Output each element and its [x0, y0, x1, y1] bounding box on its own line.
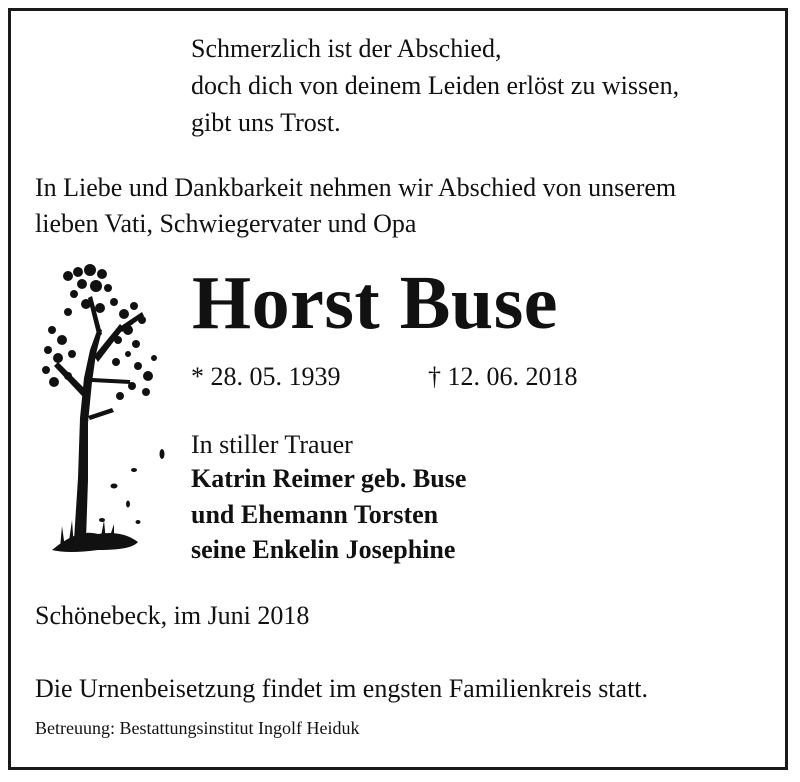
- mourners-intro: In stiller Trauer: [191, 430, 353, 459]
- mourner-line-3: seine Enkelin Josephine: [191, 535, 456, 564]
- intro-line-2: lieben Vati, Schwiegervater und Opa: [35, 209, 417, 238]
- mourner-line-2: und Ehemann Torsten: [191, 500, 439, 529]
- verse-line-2: doch dich von deinem Leiden erlöst zu wissen,: [191, 71, 680, 100]
- intro-line-1: In Liebe und Dankbarkeit nehmen wir Abschied von unserem: [35, 173, 677, 202]
- place-and-date: Schönebeck, im Juni 2018: [35, 601, 310, 630]
- deceased-name: Horst Buse: [192, 261, 558, 345]
- verse-line-3: gibt uns Trost.: [191, 108, 341, 137]
- mourner-line-1: Katrin Reimer geb. Buse: [191, 464, 467, 493]
- tree-with-falling-leaves-icon: [38, 258, 168, 568]
- funeral-home-credit: Betreuung: Bestattungsinstitut Ingolf Heiduk: [35, 718, 360, 738]
- burial-note: Die Urnenbeisetzung findet im engsten Familienkreis statt.: [35, 674, 649, 703]
- birth-date: * 28. 05. 1939: [191, 362, 341, 391]
- death-date: † 12. 06. 2018: [428, 362, 578, 391]
- verse-line-1: Schmerzlich ist der Abschied,: [191, 34, 502, 63]
